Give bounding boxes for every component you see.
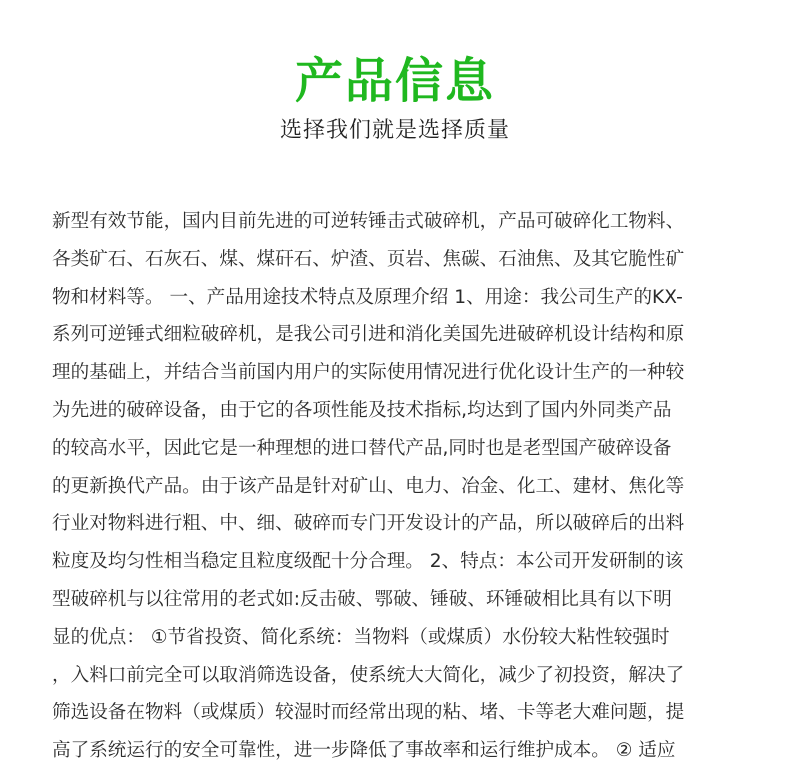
description-line: 各类矿石、石灰石、煤、煤矸石、炉渣、页岩、焦碳、石油焦、及其它脆性矿 bbox=[52, 248, 685, 270]
description-line: ，入料口前完全可以取消筛选设备，使系统大大简化，减少了初投资，解决了 bbox=[52, 664, 685, 686]
description-line: 显的优点： ①节省投资、简化系统：当物料（或煤质）水份较大粘性较强时 bbox=[52, 626, 670, 648]
description-line: 高了系统运行的安全可靠性，进一步降低了事故率和运行维护成本。 ② 适应 bbox=[52, 740, 676, 762]
product-description bbox=[52, 203, 740, 770]
description-line: 的较高水平，因此它是一种理想的进口替代产品,同时也是老型国产破碎设备 bbox=[52, 437, 672, 459]
description-line: 行业对物料进行粗、中、细、破碎而专门开发设计的产品，所以破碎后的出料 bbox=[52, 513, 685, 535]
page-title: 产品信息 bbox=[294, 53, 495, 109]
description-line: 新型有效节能，国内目前先进的可逆转锤击式破碎机，产品可破碎化工物料、 bbox=[52, 211, 685, 232]
description-line: 的更新换代产品。由于该产品是针对矿山、电力、冶金、化工、建材、焦化等 bbox=[52, 475, 685, 497]
page-subtitle: 选择我们就是选择质量 bbox=[279, 118, 510, 143]
description-line: 理的基础上，并结合当前国内用户的实际使用情况进行优化设计生产的一种较 bbox=[52, 362, 685, 384]
description-line: 系列可逆锤式细粒破碎机，是我公司引进和消化美国先进破碎机设计结构和原 bbox=[52, 324, 685, 346]
section-header bbox=[0, 52, 790, 146]
description-line: 为先进的破碎设备，由于它的各项性能及技术指标,均达到了国内外同类产品 bbox=[52, 399, 672, 421]
description-line: 筛选设备在物料（或煤质）较湿时而经常出现的粘、堵、卡等老大难问题，提 bbox=[52, 702, 685, 724]
description-line: 型破碎机与以往常用的老式如:反击破、鄂破、锤破、环锤破相比具有以下明 bbox=[52, 588, 672, 610]
description-line: 物和材料等。 一、产品用途技术特点及原理介绍 1、用途：我公司生产的KX- bbox=[52, 286, 683, 308]
description-line: 粒度及均匀性相当稳定且粒度级配十分合理。 2、特点：本公司开发研制的该 bbox=[52, 551, 684, 573]
